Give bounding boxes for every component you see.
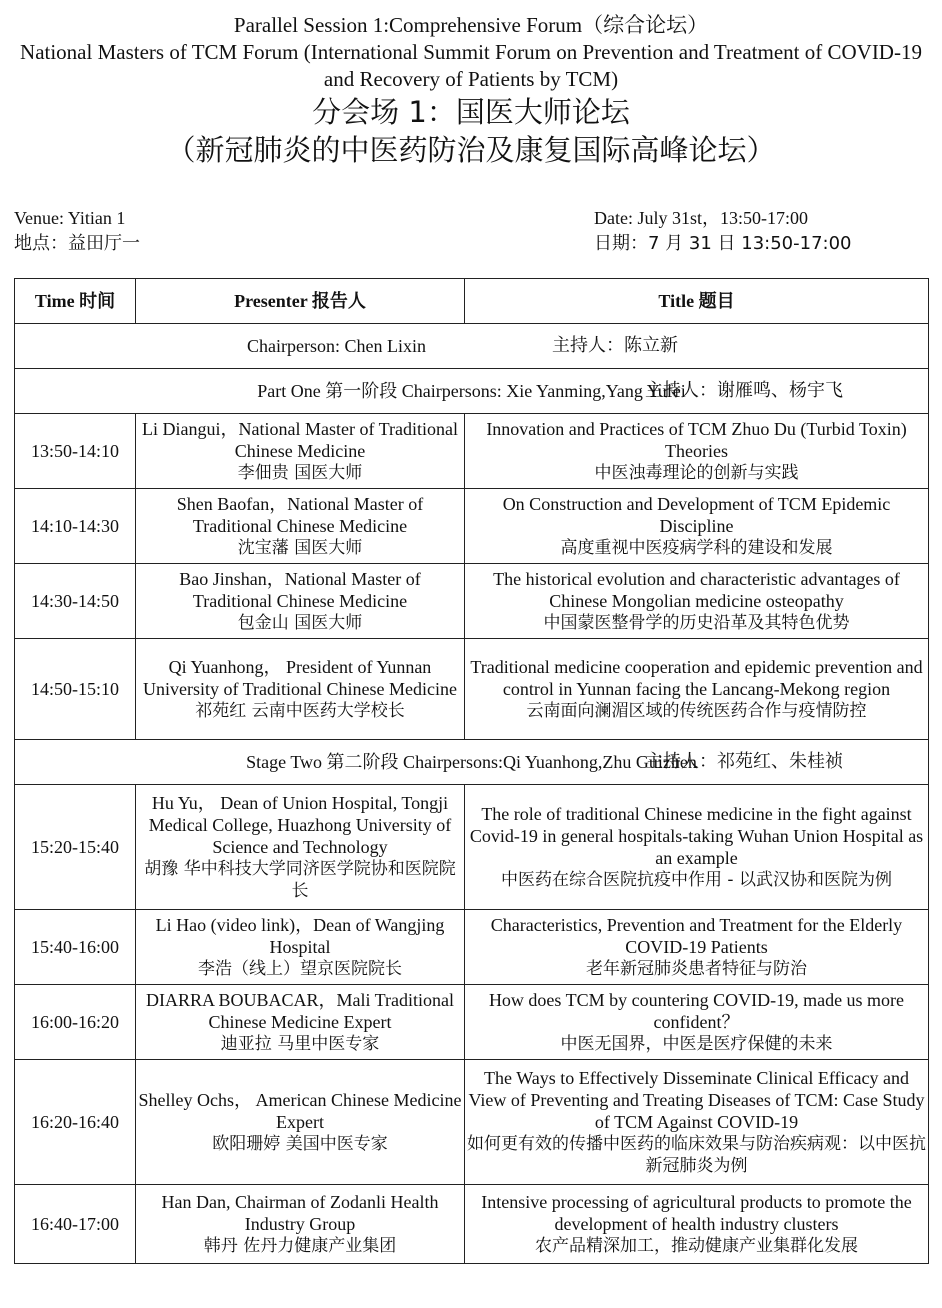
session-time: 14:10-14:30 bbox=[15, 489, 136, 564]
talk-title-cell bbox=[465, 639, 929, 740]
table-header-row bbox=[15, 279, 929, 324]
presenter-cn: 胡豫 华中科技大学同济医学院协和医院院长 bbox=[144, 859, 456, 901]
page-header bbox=[0, 12, 942, 169]
presenter-cn: 李浩（线上）望京医院院长 bbox=[198, 959, 402, 979]
presenter-cell bbox=[136, 639, 465, 740]
presenter-en: Shen Baofan，National Master of Traditional Chinese Medicine bbox=[176, 494, 424, 536]
header-presenter: Presenter 报告人 bbox=[136, 279, 465, 324]
part-one-chairs-cn: 主持人：谢雁鸣、杨宇飞 bbox=[645, 380, 843, 401]
chairperson-cn: 主持人：陈立新 bbox=[552, 335, 678, 356]
table-row bbox=[15, 910, 929, 985]
presenter-cn: 欧阳珊婷 美国中医专家 bbox=[212, 1134, 388, 1154]
talk-title-cell bbox=[465, 564, 929, 639]
presenter-cell bbox=[136, 910, 465, 985]
cn-session-title: 分会场 1：国医大师论坛 bbox=[312, 95, 630, 129]
presenter-cn: 韩丹 佐丹力健康产业集团 bbox=[203, 1236, 397, 1256]
session-time: 16:40-17:00 bbox=[15, 1185, 136, 1264]
part-one-row bbox=[15, 369, 929, 414]
session-time: 15:40-16:00 bbox=[15, 910, 136, 985]
presenter-cell bbox=[136, 1185, 465, 1264]
talk-title-cn: 中国蒙医整骨学的历史沿革及其特色优势 bbox=[543, 613, 850, 633]
session-time: 13:50-14:10 bbox=[15, 414, 136, 489]
part-two-row bbox=[15, 740, 929, 785]
table-row bbox=[15, 564, 929, 639]
presenter-cn: 迪亚拉 马里中医专家 bbox=[220, 1034, 380, 1054]
presenter-en: Bao Jinshan，National Master of Traditional Chinese Medicine bbox=[179, 569, 421, 611]
presenter-cell bbox=[136, 1060, 465, 1185]
table-row bbox=[15, 1060, 929, 1185]
presenter-cn: 祁苑红 云南中医药大学校长 bbox=[195, 701, 405, 721]
presenter-en: Li Hao (video link)，Dean of Wangjing Hospital bbox=[155, 915, 445, 957]
part-two-label: Stage Two 第二阶段 Chairpersons:Qi Yuanhong,Zhu Guizhen bbox=[246, 752, 697, 772]
talk-title-en: The historical evolution and characteristic advantages of Chinese Mongolian medicine osteopathy bbox=[493, 569, 900, 611]
presenter-en: DIARRA BOUBACAR，Mali Traditional Chinese Medicine Expert bbox=[145, 990, 455, 1032]
presenter-cn: 李佃贵 国医大师 bbox=[237, 463, 363, 483]
chairperson-en: Chairperson: Chen Lixin bbox=[247, 336, 426, 356]
table-row bbox=[15, 985, 929, 1060]
talk-title-en: On Construction and Development of TCM Epidemic Discipline bbox=[502, 494, 891, 536]
talk-title-cn: 中医浊毒理论的创新与实践 bbox=[594, 463, 799, 483]
talk-title-en: The Ways to Effectively Disseminate Clinical Efficacy and View of Preventing and Treating Diseases of TCM: Case Study of TCM Against COVID-19 bbox=[468, 1068, 925, 1132]
talk-title-en: Characteristics, Prevention and Treatment for the Elderly COVID-19 Patients bbox=[490, 915, 903, 957]
presenter-en: Hu Yu， Dean of Union Hospital, Tongji Medical College, Huazhong University of Science and Technology bbox=[148, 793, 452, 857]
presenter-cell bbox=[136, 489, 465, 564]
date-cn: 日期：7 月 31 日 13:50-17:00 bbox=[594, 233, 852, 254]
talk-title-cn: 老年新冠肺炎患者特征与防治 bbox=[586, 959, 807, 979]
talk-title-cell bbox=[465, 1185, 929, 1264]
talk-title-cn: 中医无国界，中医是医疗保健的未来 bbox=[560, 1034, 833, 1054]
session-time: 14:30-14:50 bbox=[15, 564, 136, 639]
part-one-label: Part One 第一阶段 Chairpersons: Xie Yanming,Yang Yufei bbox=[257, 381, 686, 401]
talk-title-cell bbox=[465, 910, 929, 985]
date-info bbox=[594, 206, 851, 256]
part-two-chairs-cn: 主持人：祁苑红、朱桂祯 bbox=[645, 751, 843, 772]
venue-cn: 地点：益田厅一 bbox=[14, 233, 140, 254]
talk-title-cn: 农产品精深加工，推动健康产业集群化发展 bbox=[535, 1236, 858, 1256]
talk-title-cell bbox=[465, 1060, 929, 1185]
venue-en: Venue: Yitian 1 bbox=[14, 208, 126, 228]
talk-title-en: Innovation and Practices of TCM Zhuo Du (Turbid Toxin) Theories bbox=[486, 419, 907, 461]
presenter-cn: 沈宝藩 国医大师 bbox=[237, 538, 363, 558]
presenter-cell bbox=[136, 785, 465, 910]
presenter-en: Shelley Ochs， American Chinese Medicine Expert bbox=[138, 1090, 462, 1132]
header-time: Time 时间 bbox=[15, 279, 136, 324]
session-time: 16:20-16:40 bbox=[15, 1060, 136, 1185]
presenter-en: Li Diangui，National Master of Traditional Chinese Medicine bbox=[142, 419, 458, 461]
session-title: Parallel Session 1:Comprehensive Forum（综合论坛） bbox=[233, 13, 709, 37]
session-time: 15:20-15:40 bbox=[15, 785, 136, 910]
talk-title-cell bbox=[465, 985, 929, 1060]
cn-forum-title: （新冠肺炎的中医药防治及康复国际高峰论坛） bbox=[166, 133, 776, 167]
table-row bbox=[15, 1185, 929, 1264]
talk-title-en: Intensive processing of agricultural products to promote the development of health industry clusters bbox=[481, 1192, 912, 1234]
talk-title-cn: 云南面向澜湄区域的传统医药合作与疫情防控 bbox=[526, 701, 867, 721]
session-time: 14:50-15:10 bbox=[15, 639, 136, 740]
talk-title-en: How does TCM by countering COVID-19, made us more confident？ bbox=[488, 990, 905, 1032]
forum-title: National Masters of TCM Forum (International Summit Forum on Prevention and Treatment of COVID-19 and Recovery of Patients by TCM) bbox=[20, 40, 922, 91]
talk-title-cn: 高度重视中医疫病学科的建设和发展 bbox=[560, 538, 833, 558]
talk-title-en: Traditional medicine cooperation and epidemic prevention and control in Yunnan facing the Lancang-Mekong region bbox=[470, 657, 923, 699]
presenter-en: Qi Yuanhong， President of Yunnan University of Traditional Chinese Medicine bbox=[143, 657, 457, 699]
header-title: Title 题目 bbox=[465, 279, 929, 324]
table-row bbox=[15, 414, 929, 489]
schedule-table bbox=[14, 278, 929, 1264]
talk-title-cn: 如何更有效的传播中医药的临床效果与防治疾病观：以中医抗新冠肺炎为例 bbox=[467, 1134, 926, 1176]
session-time: 16:00-16:20 bbox=[15, 985, 136, 1060]
presenter-cell bbox=[136, 414, 465, 489]
presenter-en: Han Dan, Chairman of Zodanli Health Industry Group bbox=[161, 1192, 439, 1234]
presenter-cell bbox=[136, 985, 465, 1060]
presenter-cn: 包金山 国医大师 bbox=[237, 613, 363, 633]
presenter-cell bbox=[136, 564, 465, 639]
table-row bbox=[15, 785, 929, 910]
chairperson-row bbox=[15, 324, 929, 369]
table-row bbox=[15, 489, 929, 564]
date-en: Date: July 31st，13:50-17:00 bbox=[594, 208, 808, 228]
talk-title-cn: 中医药在综合医院抗疫中作用 - 以武汉协和医院为例 bbox=[501, 870, 892, 890]
talk-title-cell bbox=[465, 785, 929, 910]
talk-title-cell bbox=[465, 489, 929, 564]
table-row bbox=[15, 639, 929, 740]
talk-title-en: The role of traditional Chinese medicine in the fight against Covid-19 in general hospitals-taking Wuhan Union Hospital as an example bbox=[469, 804, 924, 868]
talk-title-cell bbox=[465, 414, 929, 489]
venue-info bbox=[14, 206, 140, 256]
